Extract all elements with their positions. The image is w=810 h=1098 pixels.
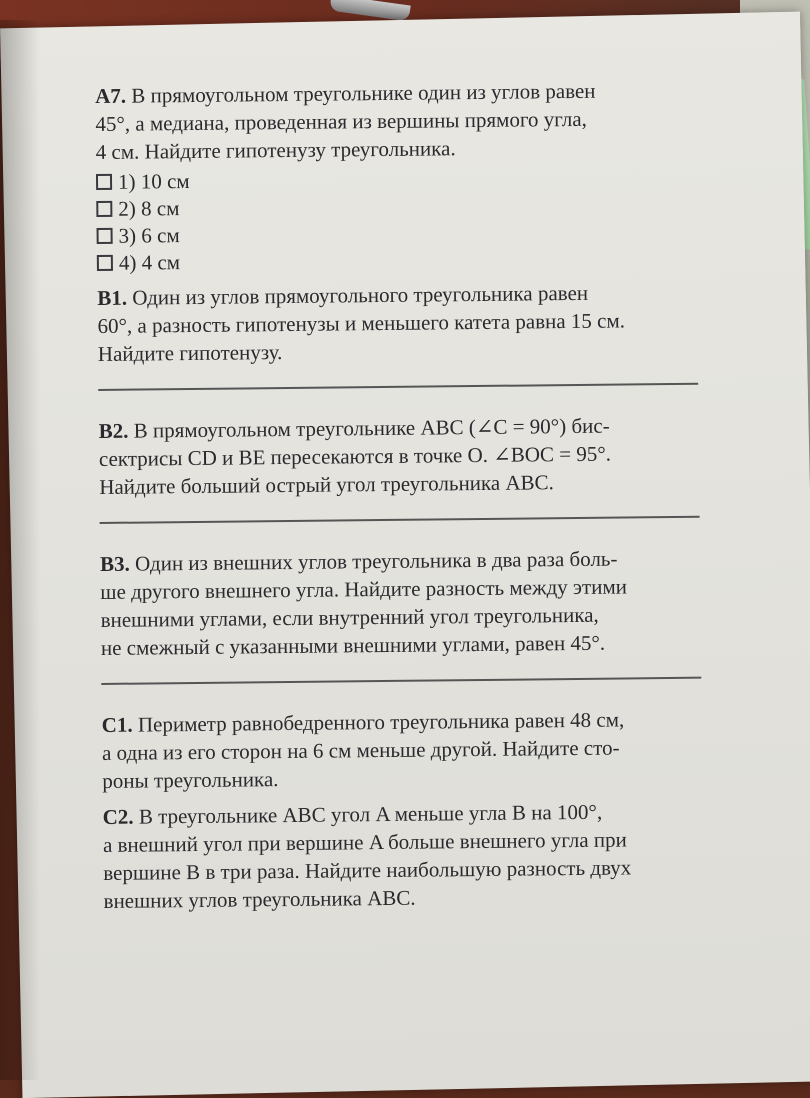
task-b1 [97, 278, 698, 368]
task-a7-text-1: В прямоугольном треугольнике один из углов равен [131, 78, 596, 108]
answer-checkbox-4[interactable] [97, 254, 113, 270]
task-c2-line-3: вершине B в три раза. Найдите наибольшую разность двух [103, 855, 632, 885]
task-c1-line-3: роны треугольника. [102, 767, 279, 793]
task-b2 [99, 411, 700, 501]
task-c2 [103, 797, 704, 915]
task-a7-line-3: 4 см. Найдите гипотенузу треугольника. [95, 136, 456, 164]
task-b3-line-2: ше другого внешнего угла. Найдите разность между этими [100, 574, 628, 604]
answer-line-b3[interactable] [101, 676, 701, 685]
task-b3-line-4: не смежный с указанными внешними углами, равен 45°. [100, 630, 606, 660]
answer-option-3-label: 3) 6 см [118, 222, 180, 248]
task-b1-text-1: Один из углов прямоугольного треугольника равен [132, 280, 589, 310]
answer-line-b1[interactable] [98, 382, 698, 391]
task-c2-line-4: внешних углов треугольника ABC. [103, 885, 416, 913]
task-c2-code: С2. [102, 804, 134, 829]
task-b3-text-1: Один из внешних углов треугольника в два раза боль- [134, 546, 618, 576]
task-a7 [95, 76, 697, 276]
task-c1-code: С1. [101, 712, 133, 737]
answer-option-2-label: 2) 8 см [118, 195, 180, 221]
task-b3 [100, 544, 701, 662]
task-b2-text-1: В прямоугольном треугольнике ABC (∠C = 90°) бис- [133, 413, 610, 443]
answer-checkbox-1[interactable] [96, 173, 112, 189]
answer-option-4[interactable] [97, 243, 697, 276]
task-a7-line-2: 45°, а медиана, проведенная из вершины прямого угла, [95, 106, 587, 136]
answer-checkbox-2[interactable] [96, 200, 112, 216]
answer-option-1-label: 1) 10 см [117, 168, 190, 194]
task-c1 [102, 705, 703, 795]
task-a7-code: А7. [95, 83, 127, 108]
task-c1-line-2: а одна из его сторон на 6 см меньше другой. Найдите сто- [101, 735, 620, 765]
task-b1-line-3: Найдите гипотенузу. [97, 340, 283, 366]
task-a7-options [96, 162, 697, 276]
page-content [95, 76, 704, 923]
task-b2-line-3: Найдите больший острый угол треугольника ABC. [99, 470, 554, 499]
task-c2-line-2: а внешний угол при вершине A больше внешнего угла при [102, 827, 627, 857]
task-b2-line-2: сектрисы CD и BE пересекаются в точке O. ∠BOC = 95°. [98, 441, 612, 471]
task-b1-code: В1. [97, 285, 128, 310]
task-b3-code: В3. [99, 551, 130, 576]
task-c1-text-1: Периметр равнобедренного треугольника равен 48 см, [137, 707, 625, 737]
task-c2-text-1: В треугольнике ABC угол A меньше угла B на 100°, [138, 799, 603, 829]
task-b1-line-2: 60°, а разность гипотенузы и меньшего катета равна 15 см. [97, 308, 626, 338]
task-b2-code: В2. [98, 418, 129, 443]
answer-option-4-label: 4) 4 см [118, 249, 181, 275]
answer-line-b2[interactable] [100, 515, 700, 524]
page-binding-shadow [0, 20, 40, 1080]
task-b3-line-3: внешними углами, если внутренний угол треугольника, [100, 602, 599, 632]
answer-checkbox-3[interactable] [97, 227, 113, 243]
